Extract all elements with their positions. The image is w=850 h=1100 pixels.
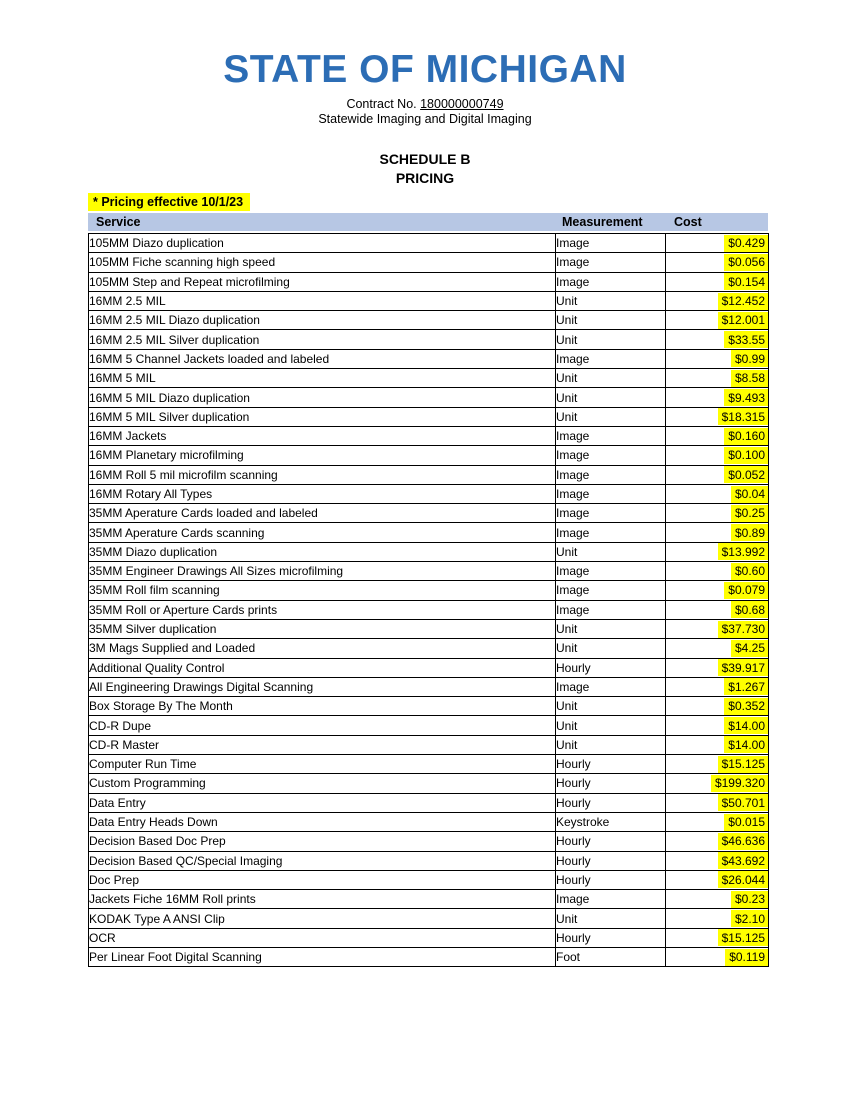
table-row — [89, 639, 769, 658]
table-row — [89, 812, 769, 831]
cost-cell — [666, 947, 769, 966]
service-cell: 16MM 2.5 MIL — [89, 291, 556, 310]
measurement-cell: Unit — [556, 639, 666, 658]
service-cell: Data Entry — [89, 793, 556, 812]
table-row — [89, 600, 769, 619]
cost-cell — [666, 735, 769, 754]
cost-cell — [666, 774, 769, 793]
cost-cell — [666, 272, 769, 291]
cost-value: $0.68 — [731, 601, 768, 618]
cost-cell — [666, 234, 769, 253]
table-header-row — [88, 213, 768, 231]
table-row — [89, 484, 769, 503]
measurement-cell: Hourly — [556, 774, 666, 793]
measurement-cell: Image — [556, 484, 666, 503]
table-row — [89, 832, 769, 851]
table-row — [89, 234, 769, 253]
measurement-cell: Image — [556, 349, 666, 368]
schedule-title — [0, 150, 850, 188]
document-subtitle: Statewide Imaging and Digital Imaging — [318, 112, 532, 126]
measurement-cell: Image — [556, 465, 666, 484]
cost-cell — [666, 755, 769, 774]
measurement-cell: Hourly — [556, 851, 666, 870]
table-row — [89, 330, 769, 349]
measurement-cell: Image — [556, 677, 666, 696]
cost-value: $0.160 — [724, 428, 768, 445]
measurement-cell: Hourly — [556, 793, 666, 812]
cost-cell — [666, 716, 769, 735]
cost-value: $26.044 — [718, 871, 768, 888]
cost-cell — [666, 253, 769, 272]
measurement-cell: Image — [556, 504, 666, 523]
measurement-cell: Hourly — [556, 928, 666, 947]
table-row — [89, 619, 769, 638]
table-row — [89, 542, 769, 561]
contract-number: 180000000749 — [420, 97, 504, 111]
cost-value: $13.992 — [718, 543, 768, 560]
table-row — [89, 716, 769, 735]
cost-value: $50.701 — [718, 794, 768, 811]
measurement-cell: Unit — [556, 542, 666, 561]
table-row — [89, 947, 769, 966]
measurement-cell: Unit — [556, 407, 666, 426]
cost-value: $0.100 — [724, 447, 768, 464]
cost-value: $0.119 — [725, 949, 768, 966]
service-cell: 16MM 5 MIL Silver duplication — [89, 407, 556, 426]
cost-cell — [666, 581, 769, 600]
measurement-cell: Unit — [556, 369, 666, 388]
service-cell: 35MM Engineer Drawings All Sizes microfilming — [89, 562, 556, 581]
cost-value: $0.052 — [724, 466, 768, 483]
cost-cell — [666, 369, 769, 388]
table-row — [89, 426, 769, 445]
service-cell: Doc Prep — [89, 870, 556, 889]
cost-cell — [666, 600, 769, 619]
table-row — [89, 735, 769, 754]
table-row — [89, 697, 769, 716]
table-row — [89, 349, 769, 368]
service-cell: 16MM 2.5 MIL Diazo duplication — [89, 311, 556, 330]
measurement-cell: Unit — [556, 697, 666, 716]
cost-cell — [666, 523, 769, 542]
service-cell: Decision Based QC/Special Imaging — [89, 851, 556, 870]
cost-cell — [666, 311, 769, 330]
table-row — [89, 658, 769, 677]
cost-cell — [666, 349, 769, 368]
schedule-title-line2: PRICING — [395, 170, 455, 186]
table-row — [89, 755, 769, 774]
table-row — [89, 446, 769, 465]
measurement-cell: Image — [556, 581, 666, 600]
measurement-cell: Hourly — [556, 755, 666, 774]
cost-value: $15.125 — [718, 756, 768, 773]
measurement-cell: Unit — [556, 291, 666, 310]
table-row — [89, 677, 769, 696]
measurement-cell: Image — [556, 446, 666, 465]
cost-cell — [666, 928, 769, 947]
service-cell: Additional Quality Control — [89, 658, 556, 677]
table-row — [89, 369, 769, 388]
service-cell: 35MM Aperature Cards scanning — [89, 523, 556, 542]
cost-value: $0.99 — [731, 350, 768, 367]
cost-value: $0.89 — [731, 524, 768, 541]
cost-cell — [666, 812, 769, 831]
table-row — [89, 388, 769, 407]
cost-value: $14.00 — [724, 736, 768, 753]
service-cell: 35MM Silver duplication — [89, 619, 556, 638]
service-cell: 3M Mags Supplied and Loaded — [89, 639, 556, 658]
cost-cell — [666, 542, 769, 561]
contract-label: Contract No. — [346, 97, 421, 111]
pricing-table-body — [89, 234, 769, 967]
cost-value: $0.352 — [724, 698, 768, 715]
column-header-cost: Cost — [674, 215, 702, 229]
measurement-cell: Foot — [556, 947, 666, 966]
cost-cell — [666, 504, 769, 523]
cost-value: $0.056 — [724, 254, 768, 271]
cost-value: $46.636 — [718, 833, 768, 850]
cost-cell — [666, 619, 769, 638]
measurement-cell: Hourly — [556, 832, 666, 851]
service-cell: Decision Based Doc Prep — [89, 832, 556, 851]
service-cell: 105MM Fiche scanning high speed — [89, 253, 556, 272]
table-row — [89, 311, 769, 330]
service-cell: CD-R Dupe — [89, 716, 556, 735]
measurement-cell: Image — [556, 426, 666, 445]
table-row — [89, 909, 769, 928]
measurement-cell: Image — [556, 272, 666, 291]
table-row — [89, 928, 769, 947]
cost-value: $14.00 — [724, 717, 768, 734]
service-cell: 16MM 5 MIL — [89, 369, 556, 388]
cost-cell — [666, 426, 769, 445]
service-cell: CD-R Master — [89, 735, 556, 754]
cost-value: $18.315 — [718, 408, 768, 425]
table-row — [89, 253, 769, 272]
service-cell: 35MM Diazo duplication — [89, 542, 556, 561]
table-row — [89, 523, 769, 542]
service-cell: 16MM 5 MIL Diazo duplication — [89, 388, 556, 407]
service-cell: 105MM Diazo duplication — [89, 234, 556, 253]
schedule-title-line1: SCHEDULE B — [379, 151, 471, 167]
cost-value: $12.001 — [718, 312, 768, 329]
cost-value: $0.60 — [731, 563, 768, 580]
measurement-cell: Hourly — [556, 658, 666, 677]
cost-value: $0.154 — [724, 273, 768, 290]
cost-cell — [666, 446, 769, 465]
measurement-cell: Image — [556, 234, 666, 253]
table-section — [88, 192, 768, 967]
measurement-cell: Image — [556, 600, 666, 619]
service-cell: 16MM Jackets — [89, 426, 556, 445]
cost-value: $199.320 — [711, 775, 768, 792]
service-cell: 35MM Roll film scanning — [89, 581, 556, 600]
measurement-cell: Image — [556, 253, 666, 272]
cost-cell — [666, 658, 769, 677]
cost-cell — [666, 639, 769, 658]
service-cell: Jackets Fiche 16MM Roll prints — [89, 890, 556, 909]
table-row — [89, 890, 769, 909]
service-cell: Box Storage By The Month — [89, 697, 556, 716]
cost-value: $8.58 — [731, 370, 768, 387]
cost-cell — [666, 562, 769, 581]
table-row — [89, 562, 769, 581]
service-cell: 35MM Aperature Cards loaded and labeled — [89, 504, 556, 523]
measurement-cell: Unit — [556, 619, 666, 638]
cost-cell — [666, 832, 769, 851]
cost-value: $2.10 — [731, 910, 768, 927]
page-title: STATE OF MICHIGAN — [223, 48, 627, 91]
service-cell: Per Linear Foot Digital Scanning — [89, 947, 556, 966]
cost-cell — [666, 909, 769, 928]
cost-value: $33.55 — [724, 331, 768, 348]
table-row — [89, 272, 769, 291]
table-row — [89, 870, 769, 889]
service-cell: 16MM Planetary microfilming — [89, 446, 556, 465]
service-cell: 16MM 5 Channel Jackets loaded and labeled — [89, 349, 556, 368]
service-cell: OCR — [89, 928, 556, 947]
cost-value: $39.917 — [718, 659, 768, 676]
cost-value: $4.25 — [731, 640, 768, 657]
service-cell: KODAK Type A ANSI Clip — [89, 909, 556, 928]
cost-cell — [666, 890, 769, 909]
cost-value: $0.079 — [724, 582, 768, 599]
table-row — [89, 851, 769, 870]
pricing-note-row — [88, 192, 768, 211]
contract-line — [0, 97, 850, 112]
measurement-cell: Image — [556, 562, 666, 581]
cost-value: $0.015 — [724, 814, 768, 831]
cost-value: $37.730 — [718, 621, 768, 638]
service-cell: All Engineering Drawings Digital Scanning — [89, 677, 556, 696]
service-cell: Computer Run Time — [89, 755, 556, 774]
table-row — [89, 504, 769, 523]
service-cell: Custom Programming — [89, 774, 556, 793]
measurement-cell: Image — [556, 523, 666, 542]
cost-cell — [666, 697, 769, 716]
cost-cell — [666, 330, 769, 349]
column-header-service: Service — [96, 215, 141, 229]
cost-value: $43.692 — [718, 852, 768, 869]
cost-value: $1.267 — [724, 678, 768, 695]
table-row — [89, 581, 769, 600]
cost-value: $0.23 — [731, 891, 768, 908]
cost-value: $0.429 — [724, 235, 768, 252]
cost-cell — [666, 484, 769, 503]
cost-cell — [666, 677, 769, 696]
table-row — [89, 774, 769, 793]
service-cell: 16MM Roll 5 mil microfilm scanning — [89, 465, 556, 484]
cost-cell — [666, 388, 769, 407]
cost-cell — [666, 291, 769, 310]
table-row — [89, 291, 769, 310]
measurement-cell: Unit — [556, 909, 666, 928]
service-cell: Data Entry Heads Down — [89, 812, 556, 831]
service-cell: 16MM 2.5 MIL Silver duplication — [89, 330, 556, 349]
cost-cell — [666, 465, 769, 484]
cost-cell — [666, 870, 769, 889]
cost-value: $15.125 — [718, 929, 768, 946]
measurement-cell: Image — [556, 890, 666, 909]
measurement-cell: Keystroke — [556, 812, 666, 831]
service-cell: 16MM Rotary All Types — [89, 484, 556, 503]
service-cell: 35MM Roll or Aperture Cards prints — [89, 600, 556, 619]
cost-cell — [666, 793, 769, 812]
table-row — [89, 465, 769, 484]
measurement-cell: Unit — [556, 735, 666, 754]
column-header-measurement: Measurement — [562, 215, 643, 229]
cost-value: $0.04 — [731, 486, 768, 503]
service-cell: 105MM Step and Repeat microfilming — [89, 272, 556, 291]
measurement-cell: Unit — [556, 311, 666, 330]
measurement-cell: Unit — [556, 388, 666, 407]
measurement-cell: Unit — [556, 716, 666, 735]
pricing-table — [88, 233, 769, 967]
cost-value: $9.493 — [724, 389, 768, 406]
cost-cell — [666, 851, 769, 870]
cost-value: $0.25 — [731, 505, 768, 522]
measurement-cell: Hourly — [556, 870, 666, 889]
cost-value: $12.452 — [718, 293, 768, 310]
table-row — [89, 407, 769, 426]
cost-cell — [666, 407, 769, 426]
table-row — [89, 793, 769, 812]
pricing-effective-note: * Pricing effective 10/1/23 — [88, 193, 250, 211]
measurement-cell: Unit — [556, 330, 666, 349]
